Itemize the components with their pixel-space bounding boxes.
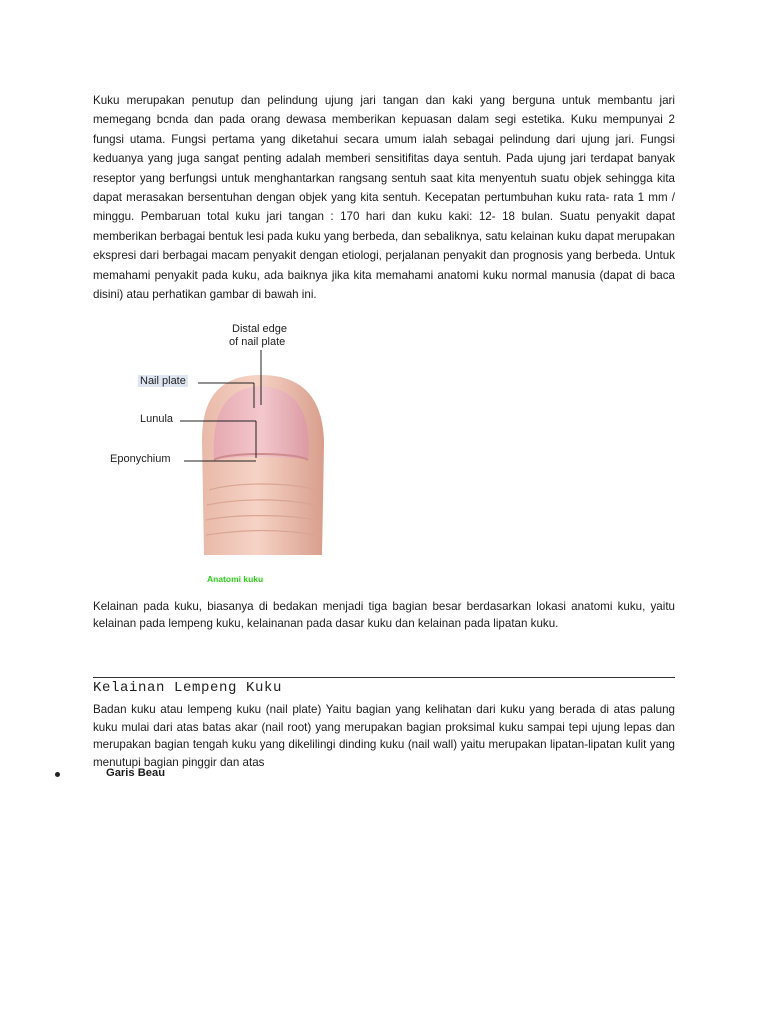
section-paragraph: Badan kuku atau lempeng kuku (nail plate) Yaitu bagian yang kelihatan dari kuku yang berada di atas palung kuku mulai dari atas batas akar (nail root) yang merupakan bagian proksimal kuku sampai tepi ujung lepas dan merupakan bagian tengah kuku yang dikelilingi dinding kuku (nail wall) yaitu merupakan lipatan-lipatan kulit yang menutupi bagian pinggir dan atas [93,703,675,769]
bullet-list [55,767,165,779]
section-divider [93,677,675,678]
nail-anatomy-figure [106,320,326,560]
label-lunula: Lunula [140,413,174,425]
list-item [55,767,165,779]
label-nail-plate: Nail plate [140,375,186,387]
label-distal-edge-line2: of nail plate [229,336,286,348]
figure-caption: Anatomi kuku [207,574,264,584]
intro-paragraph: Kuku merupakan penutup dan pelindung ujung jari tangan dan kaki yang berguna untuk membantu jari memegang bcnda dan pada orang dewasa memberikan kepuasan dalam segi estetika. Kuku mempunyai 2 fungsi utama. Fungsi pertama yang diketahui secara umum ialah sebagai pelindung dari ujung jari. Fungsi keduanya yang juga sangat penting adalah memberi sensitifitas daya sentuh. Pada ujung jari terdapat banyak reseptor yang berfungsi untuk menghantarkan rangsang sentuh saat kita menyentuh suatu objek sehingga kita dapat merasakan bersentuhan dengan objek yang kita sentuh. Kecepatan pertumbuhan kuku rata- rata 1 mm / minggu. Pembaruan total kuku jari tangan : 170 hari dan kuku kaki: 12- 18 bulan. Suatu penyakit dapat memberikan berbagai bentuk lesi pada kuku yang berbeda, dan sebaliknya, satu kelainan kuku dapat merupakan ekspresi dari berbagai macam penyakit dengan etiologi, perjalanan penyakit dan prognosis yang berbeda. Untuk memahami penyakit pada kuku, ada baiknya jika kita memahami anatomi kuku normal manusia (dapat di baca disini) atau perhatikan gambar di bawah ini. [93,94,675,302]
section-heading: Kelainan Lempeng Kuku [93,680,283,696]
bullet-icon [55,772,60,777]
label-eponychium: Eponychium [110,453,171,465]
bullet-label: Garis Beau [106,767,166,779]
finger-illustration [106,320,326,560]
classification-paragraph: Kelainan pada kuku, biasanya di bedakan menjadi tiga bagian besar berdasarkan lokasi anatomi kuku, yaitu kelainan pada lempeng kuku, kelainanan pada dasar kuku dan kelainan pada lipatan kuku. [93,600,675,631]
label-distal-edge: Distal edge [232,323,288,335]
